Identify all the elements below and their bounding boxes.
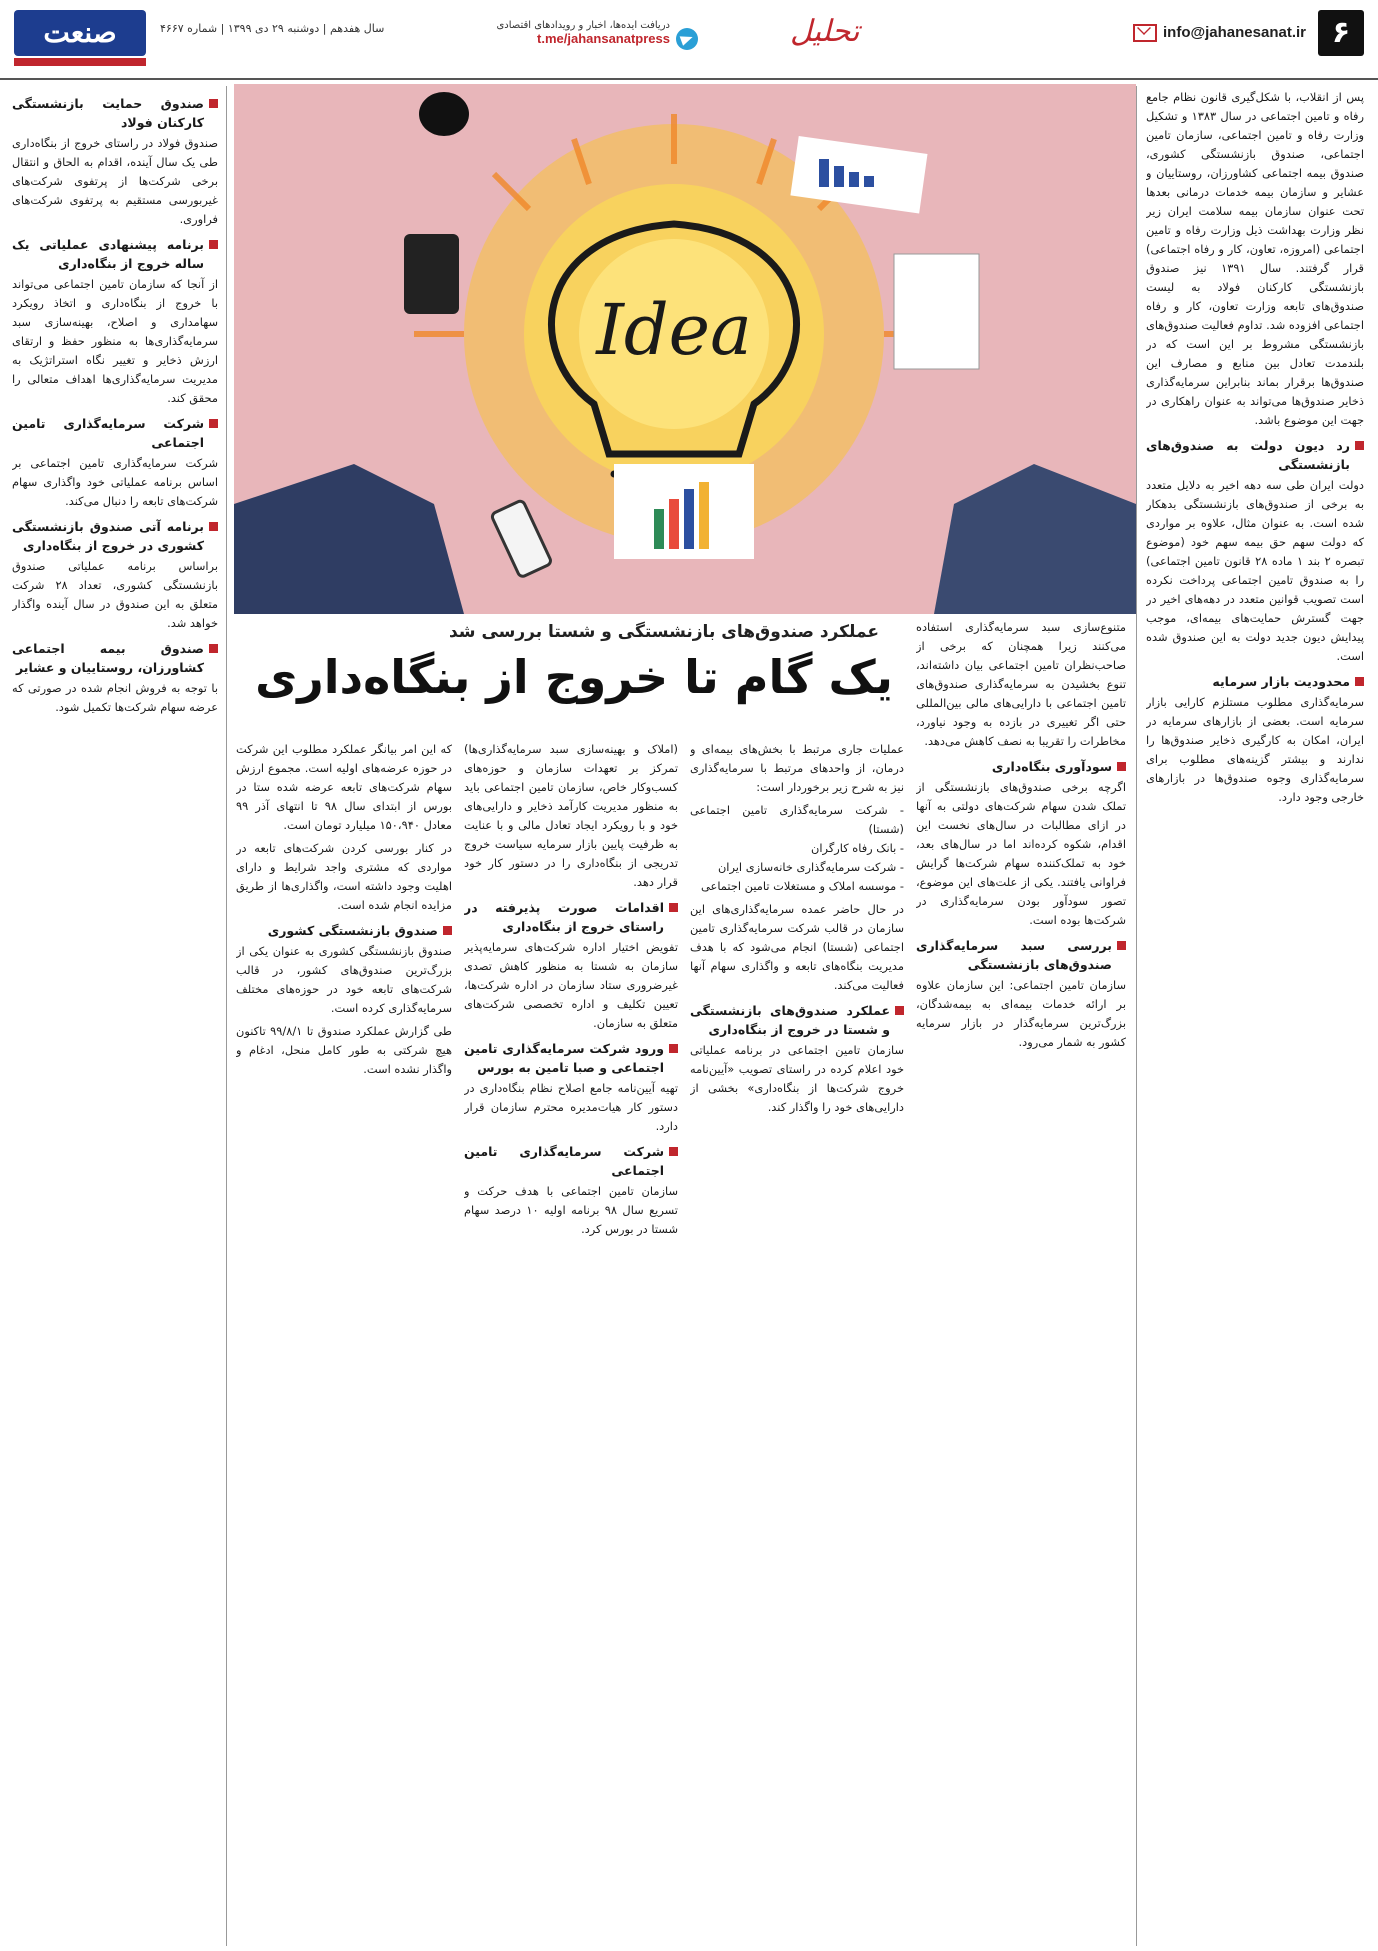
column-5 [236, 740, 452, 1938]
paragraph: طی گزارش عملکرد صندوق تا ۹۹/۸/۱ تاکنون هیچ شرکتی به طور کامل منحل، ادغام و واگذار نشده است. [236, 1024, 452, 1076]
coffee-cup-icon [419, 92, 469, 136]
paragraph: که این امر بیانگر عملکرد مطلوب این شرکت در حوزه عرضه‌های اولیه است. مجموع ارزش سهام شرکت‌های تابعه عرضه شده ستا در بورس از ابتدای سال ۹۸ تا انتهای آذر ۹۹ معادل ۱۵۰،۹۴۰ میلیارد تومان است. [236, 742, 452, 832]
paragraph: اگرچه برخی صندوق‌های بازنشستگی از تملک شدن سهام شرکت‌های دولتی به آنها در ازای مطالبات در سال‌های نخست این اقدام، شکوه کرده‌اند اما در سال‌های بعد، خود به تملک‌کننده سهام شرکت‌ها گرایش فراوانی یافتند. یکی از علت‌های این موضوع، تصور سودآور بودن سرمایه‌گذاری در شرکت‌ها بوده است. [916, 780, 1126, 927]
newspaper-logo [14, 10, 146, 68]
paragraph: سازمان تامین اجتماعی: این سازمان علاوه بر ارائه خدمات بیمه‌ای به بیمه‌شدگان، بزرگ‌ترین سرمایه‌گذار در بازار سرمایه کشور به شمار می‌رود. [916, 978, 1126, 1049]
lightbulb-idea-illustration [234, 84, 1136, 614]
subheading: سودآوری بنگاه‌داری [916, 757, 1126, 776]
subheading: صندوق بازنشستگی کشوری [236, 921, 452, 940]
subheading: اقدامات صورت پذیرفته در راستای خروج از بنگاه‌داری [464, 898, 678, 936]
paragraph: سرمایه‌گذاری مطلوب مستلزم کارایی بازار سرمایه است. بعضی از بازارهای سرمایه در ایران، امکان به کارگیری ذخایر صندوق‌ها را ندارند و بیشتر گزینه‌های مطلوب برای سرمایه‌گذاری وجوه صندوق‌ها در بازارهای خارجی وجود دارد. [1146, 695, 1364, 804]
subheading: برنامه آتی صندوق بازنشستگی کشوری در خروج از بنگاه‌داری [12, 517, 218, 555]
telegram-box [430, 20, 670, 46]
page-number: ۶ [1318, 10, 1364, 56]
paragraph: صندوق فولاد در راستای خروج از بنگاه‌داری طی یک سال آینده، اقدام به الحاق و انتقال برخی شرکت‌ها از پرتفوی شرکت‌های غیربورسی مستقیم به پرتفوی شرکت‌های فراوری. [12, 136, 218, 226]
paragraph: تهیه آیین‌نامه جامع اصلاح نظام بنگاه‌داری در دستور کار هیات‌مدیره محترم سازمان قرار دارد. [464, 1081, 678, 1133]
hero-illustration [234, 84, 1136, 614]
subheading: صندوق حمایت بازنشستگی کارکنان فولاد [12, 94, 218, 132]
subheading: ورود شرکت سرمایه‌گذاری تامین اجتماعی و صبا تامین به بورس [464, 1039, 678, 1077]
column-4 [464, 740, 678, 1938]
issue-info: سال هفدهم | دوشنبه ۲۹ دی ۱۳۹۹ | شماره ۴۶۶۷ [160, 22, 385, 35]
logo-underline [14, 58, 146, 66]
telegram-caption: دریافت ایده‌ها، اخبار و رویدادهای اقتصادی [496, 20, 670, 31]
subheading: شرکت سرمایه‌گذاری تامین اجتماعی [464, 1142, 678, 1180]
column-divider [1136, 86, 1137, 1946]
tablet-icon [404, 234, 459, 314]
column-divider [226, 86, 227, 1946]
telegram-url[interactable]: t.me/jahansanatpress [537, 31, 670, 46]
column-right [1146, 88, 1364, 1938]
subheading: رد دیون دولت به صندوق‌های بازنشستگی [1146, 436, 1364, 474]
paragraph: - شرکت سرمایه‌گذاری تامین اجتماعی (شستا) - بانک رفاه کارگران - شرکت سرمایه‌گذاری خانه‌سازی ایران - موسسه املاک و مستغلات تامین اجتماعی [690, 803, 904, 893]
subheading: بررسی سبد سرمایه‌گذاری صندوق‌های بازنشستگی [916, 936, 1126, 974]
column-left [12, 88, 218, 1938]
paragraph: تفویض اختیار اداره شرکت‌های سرمایه‌پذیر سازمان به شستا به منظور کاهش تصدی غیرضروری ستاد سازمان در اداره شرکت‌ها، تعیین تکلیف و اداره تخصصی شرکت‌های متعلق به سازمان. [464, 940, 678, 1030]
column-2 [916, 618, 1126, 1938]
paragraph: دولت ایران طی سه دهه اخیر به دلایل متعدد به برخی از صندوق‌های بازنشستگی بدهکار شده است. به عنوان مثال، علاوه بر مواردی که دولت سهم حق بیمه سهم خود (موضوع تبصره ۲ بند ۱ ماده ۲۸ قانون تامین اجتماعی) را به صندوق تامین اجتماعی پرداخت نکرده است تصویب قوانین متعدد در دهه‌های اخیر در جهت گسترش حمایت‌های بیمه‌ای، موجب پیدایش دیون جدید دولت به این صندوق شده است. [1146, 478, 1364, 663]
email-address [1133, 24, 1306, 42]
column-3 [690, 740, 904, 1938]
paragraph: براساس برنامه عملیاتی صندوق بازنشستگی کشوری، تعداد ۲۸ شرکت متعلق به این صندوق در سال آینده واگذار خواهد شد. [12, 559, 218, 630]
subheading: شرکت سرمایه‌گذاری تامین اجتماعی [12, 414, 218, 452]
idea-word: Idea [596, 289, 752, 371]
section-title: تحلیل [790, 14, 860, 49]
paragraph: در کنار بورسی کردن شرکت‌های تابعه در مواردی که مشتری واجد شرایط و دارای اهلیت وجود داشته است، واگذاری‌ها از طریق مزایده انجام شده است. [236, 841, 452, 912]
email-icon [1133, 24, 1157, 42]
subheading: صندوق بیمه اجتماعی کشاورزان، روستاییان و عشایر [12, 639, 218, 677]
email-text: info@jahanesanat.ir [1163, 24, 1306, 41]
telegram-icon [676, 28, 698, 50]
paragraph: سازمان تامین اجتماعی در برنامه عملیاتی خود اعلام کرده در راستای تصویب «آیین‌نامه خروج شرکت‌ها از بنگاه‌داری» بخشی از دارایی‌های خود را واگذار کند. [690, 1043, 904, 1114]
paragraph: صندوق بازنشستگی کشوری به عنوان یکی از بزرگ‌ترین صندوق‌های کشور، در قالب شرکت‌های تابعه خود در حوزه‌های مختلف سرمایه‌گذاری کرده است. [236, 944, 452, 1015]
article-headline: یک گام تا خروج از بنگاه‌داری [255, 650, 893, 704]
paragraph: سازمان تامین اجتماعی با هدف حرکت و تسریع سال ۹۸ برنامه اولیه ۱۰ درصد سهام شستا در بورس کرد. [464, 1184, 678, 1236]
subheading: عملکرد صندوق‌های بازنشستگی و شستا در خروج از بنگاه‌داری [690, 1001, 904, 1039]
paragraph: از آنجا که سازمان تامین اجتماعی می‌تواند با خروج از بنگاه‌داری و اتخاذ رویکرد سهامداری و اصلاح، بهینه‌سازی سبد سرمایه‌گذاری‌ها به منظور حفظ و ارتقای ارزش ذخایر و تغییر نگاه استراتژیک به مدیریت سرمایه‌گذاری‌ها اهداف متعالی را محقق کند. [12, 277, 218, 405]
masthead [0, 0, 1378, 80]
paragraph: پس از انقلاب، با شکل‌گیری قانون نظام جامع رفاه و تامین اجتماعی در سال ۱۳۸۳ و تشکیل وزارت رفاه و تامین اجتماعی، سازمان تامین اجتماعی، صندوق بازنشستگی کشوری، صندوق بیمه اجتماعی کشاورزان، روستاییان و عشایر و سازمان بیمه خدمات درمانی بعدها تحت عنوان سازمان بیمه سلامت ایران زیر نظر وزارت بهداشت ذیل وزارت رفاه و تامین اجتماعی (امروزه، تعاون، کار و رفاه اجتماعی) قرار گرفتند. سال ۱۳۹۱ نیز صندوق بازنشستگی کارکنان فولاد به لیست صندوق‌های تابعه وزارت تعاون، کار و رفاه اجتماعی افزوده شد. تداوم فعالیت صندوق‌های بازنشستگی مشروط بر این است که در بلندمدت تعادل بین منابع و مصارف این صندوق‌ها برقرار بماند بنابراین سرمایه‌گذاری ذخایر صندوق‌ها می‌تواند به عنوان راهکاری در جهت این موضوع باشد. [1146, 90, 1364, 427]
subheading: برنامه پیشنهادی عملیاتی یک ساله خروج از بنگاه‌داری [12, 235, 218, 273]
paragraph: عملیات جاری مرتبط با بخش‌های بیمه‌ای و درمان، از واحدهای مرتبط با سرمایه‌گذاری نیز به شرح زیر برخوردار است: [690, 742, 904, 794]
article-kicker: عملکرد صندوق‌های بازنشستگی و شستا بررسی شد [448, 622, 879, 642]
subheading: محدودیت بازار سرمایه [1146, 672, 1364, 691]
paragraph: متنوع‌سازی سبد سرمایه‌گذاری استفاده می‌کنند زیرا همچنان که برخی از صاحب‌نظران تامین اجتماعی بیان داشته‌اند، تنوع بخشیدن به سرمایه‌گذاری صندوق‌های تامین اجتماعی با دارایی‌های مالی بین‌المللی حتی اگر تغییری در بازده به وجود نیاورد، مخاطرات را تقریبا به نصف کاهش می‌دهد. [916, 620, 1126, 748]
paragraph: (املاک و بهینه‌سازی سبد سرمایه‌گذاری‌ها) تمرکز بر تعهدات سازمان و حوزه‌های کسب‌وکار خاص، سازمان تامین اجتماعی باید به منظور مدیریت کارآمد ذخایر و دارایی‌های خود و با رویکرد ایجاد تعادل مالی و با عنایت به ظرفیت پایین بازار سرمایه سیاست خروج تدریجی از بنگاه‌داری را در دستور کار خود قرار دهد. [464, 742, 678, 889]
paragraph: در حال حاضر عمده سرمایه‌گذاری‌های این سازمان در قالب شرکت سرمایه‌گذاری تامین اجتماعی (شستا) انجام می‌شود که با هدف مدیریت بنگاه‌های تابعه و واگذاری سهام آنها فعالیت می‌کند. [690, 902, 904, 992]
paragraph: شرکت سرمایه‌گذاری تامین اجتماعی بر اساس برنامه عملیاتی خود واگذاری سهام شرکت‌های تابعه را دنبال می‌کند. [12, 456, 218, 508]
paragraph: با توجه به فروش انجام شده در صورتی که عرضه سهام شرکت‌ها تکمیل شود. [12, 681, 218, 714]
logo-text: صنعت [43, 16, 117, 49]
notepad-icon [894, 254, 979, 369]
